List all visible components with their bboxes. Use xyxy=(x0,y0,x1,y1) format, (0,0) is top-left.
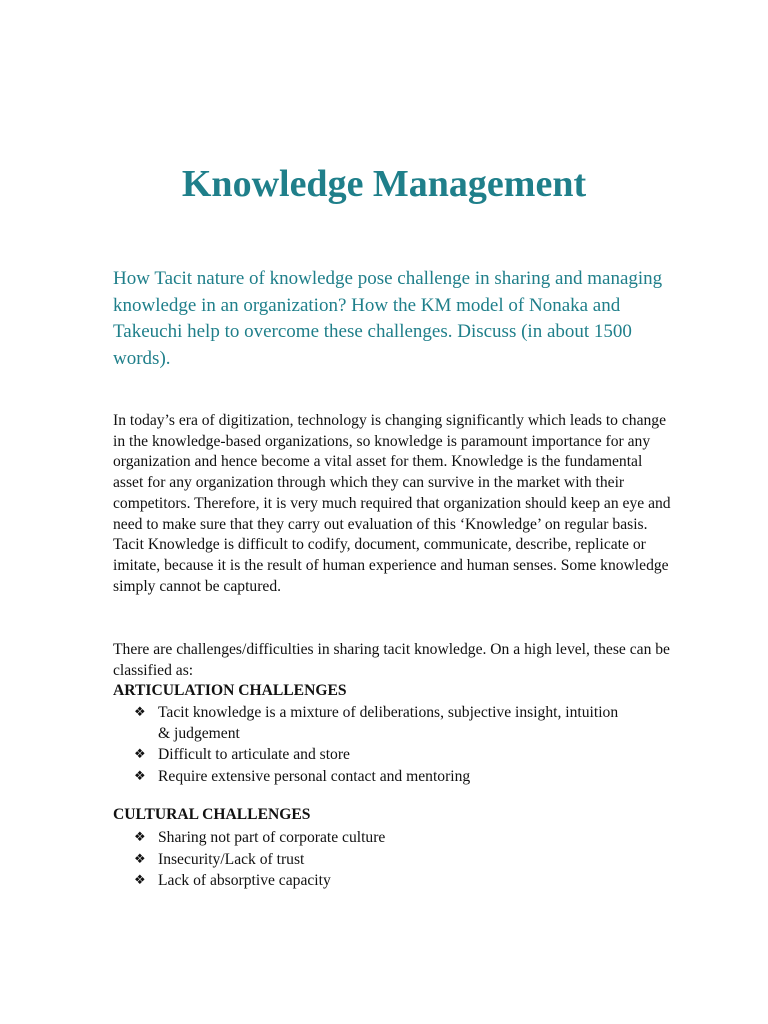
list-item xyxy=(0,745,628,766)
diamond-bullet-icon: ❖ xyxy=(134,830,146,845)
list-item-text: Lack of absorptive capacity xyxy=(158,872,331,890)
diamond-bullet-icon: ❖ xyxy=(134,873,146,889)
list-item xyxy=(0,871,628,892)
essay-question: How Tacit nature of knowledge pose challenge in sharing and managing knowledge in an organization? How the KM model of Nonaka and Takeuchi help to overcome these challenges. Discuss (in about 1500 words). xyxy=(113,268,663,369)
diamond-bullet-icon: ❖ xyxy=(134,705,146,720)
cultural-challenges-list xyxy=(0,828,768,893)
list-item xyxy=(0,767,628,788)
list-item-text: Insecurity/Lack of trust xyxy=(158,850,305,868)
cultural-challenges-heading: CULTURAL CHALLENGES xyxy=(113,806,311,823)
challenges-intro-paragraph: There are challenges/difficulties in sharing tacit knowledge. On a high level, these can be classified as: xyxy=(113,641,670,679)
list-item-text: Sharing not part of corporate culture xyxy=(158,829,386,846)
list-item-text: Require extensive personal contact and mentoring xyxy=(158,768,471,786)
intro-paragraph: In today’s era of digitization, technology is changing significantly which leads to change in the knowledge-based organizations, so knowledge is paramount importance for any organization and hence become a vital asset for them. Knowledge is the fundamental asset for any organization through which they can survive in the market with their competitors. Therefore, it is very much required that organization should keep an eye and need to make sure that they carry out evaluation of this ‘Knowledge’ on regular basis. Tacit Knowledge is difficult to codify, document, communicate, describe, replicate or imitate, because it is the result of human experience and human senses. Some knowledge simply cannot be captured. xyxy=(113,412,671,595)
diamond-bullet-icon: ❖ xyxy=(134,851,146,867)
page-title: Knowledge Management xyxy=(181,163,587,205)
list-item xyxy=(0,703,628,744)
list-item xyxy=(0,828,628,849)
list-item xyxy=(0,850,628,871)
list-item-text: Tacit knowledge is a mixture of deliberations, subjective insight, intuition & judgement xyxy=(158,704,619,742)
list-item-text: Difficult to articulate and store xyxy=(158,746,350,764)
articulation-challenges-list xyxy=(0,703,768,789)
diamond-bullet-icon: ❖ xyxy=(134,747,146,763)
articulation-challenges-heading: ARTICULATION CHALLENGES xyxy=(113,682,347,699)
diamond-bullet-icon: ❖ xyxy=(134,769,146,785)
